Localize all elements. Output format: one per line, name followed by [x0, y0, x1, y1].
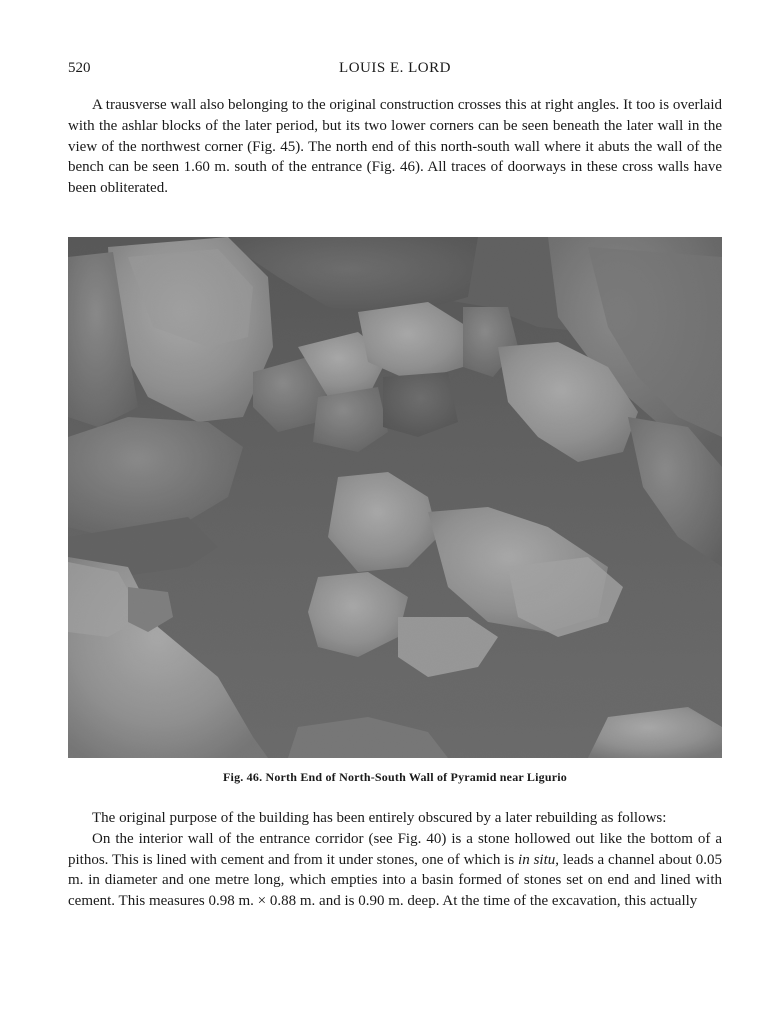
paragraph-original-purpose: The original purpose of the building has been entirely obscured by a later rebuilding as follows:: [92, 810, 667, 826]
body-text-bottom: [68, 808, 722, 912]
paragraph-interior-wall-part-2: , leads a channel about 0.05 m. in diameter and one metre long, which empties into a basin formed of stones set on end and lined with cement. This measures 0.98 m. × 0.88 m. and is 0.90 m. deep. At the time of the excavation, this actually: [68, 851, 722, 910]
paragraph-transverse-wall: A trausverse wall also belonging to the original construction crosses this at right angles. It too is overlaid with the ashlar blocks of the later period, but its two lower corners can be seen beneath the later wall in the view of the northwest corner (Fig. 45). The north end of this north-south wall where it abuts the wall of the bench can be seen 1.60 m. south of the entrance (Fig. 46). All traces of doorways in these cross walls have been obliterated.: [68, 97, 722, 197]
page-number: 520: [68, 60, 91, 76]
running-head: [68, 60, 722, 82]
figure-46-photo: [68, 237, 722, 758]
paragraph-interior-wall-part-1: On the interior wall of the entrance corridor (see Fig. 40) is a stone hollowed out like the bottom of a pithos. This is lined with cement and from it under stones, one of which is: [68, 830, 722, 868]
body-text-top: [68, 95, 722, 199]
italic-in-situ: in situ: [518, 851, 556, 868]
excavation-photo: [68, 237, 722, 758]
running-title: LOUIS E. LORD: [339, 60, 451, 76]
paragraph-interior-wall: [68, 829, 722, 912]
figure-caption: Fig. 46. North End of North-South Wall of Pyramid near Ligurio: [223, 770, 567, 784]
